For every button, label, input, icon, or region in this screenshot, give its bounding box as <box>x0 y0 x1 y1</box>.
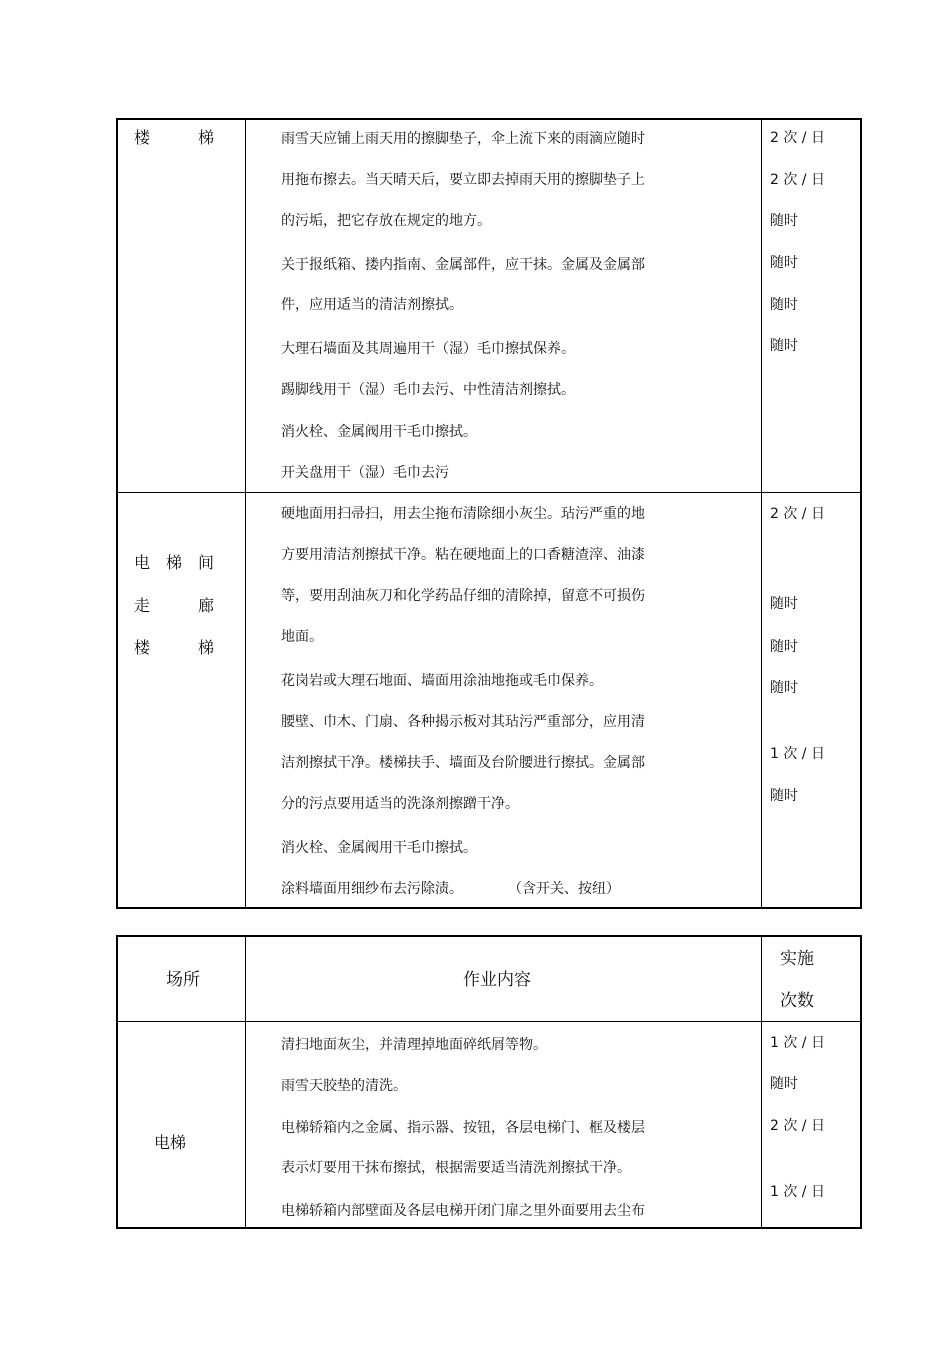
frequency-value: 随时 <box>770 788 798 804</box>
frequency-value: 随时 <box>770 255 798 271</box>
content-line: 消火栓、金属阀用干毛巾擦拭。 <box>281 424 477 440</box>
content-line: 腰壁、巾木、门扇、各种揭示板对其玷污严重部分，应用清 <box>281 714 645 730</box>
column-divider <box>761 120 762 907</box>
place-char: 间 <box>198 553 215 572</box>
content-line: 清扫地面灰尘，并清理掉地面碎纸屑等物。 <box>281 1037 547 1053</box>
content-line: 的污垢，把它存放在规定的地方。 <box>281 213 491 229</box>
place-char: 梯 <box>198 128 215 147</box>
content-line: 件，应用适当的清洁剂擦拭。 <box>281 297 463 313</box>
content-line: 用拖布擦去。当天晴天后，要立即去掉雨天用的擦脚垫子上 <box>281 172 645 188</box>
place-char: 电 <box>134 553 151 572</box>
content-line: 花岗岩或大理石地面、墙面用涂油地拖或毛巾保养。 <box>281 673 603 689</box>
header-divider <box>118 1021 860 1022</box>
header-frequency: 实施 <box>780 949 814 969</box>
place-char: 廊 <box>198 596 215 615</box>
content-line: 开关盘用干（湿）毛巾去污 <box>281 465 449 481</box>
column-divider <box>761 937 762 1227</box>
content-line: 踢脚线用干（湿）毛巾去污、中性清洁剂擦拭。 <box>281 382 575 398</box>
frequency-value: 随时 <box>770 639 798 655</box>
frequency-value: 1 次 / 日 <box>770 746 825 762</box>
frequency-value: 1 次 / 日 <box>770 1035 825 1051</box>
column-divider <box>245 937 246 1227</box>
frequency-value: 1 次 / 日 <box>770 1184 825 1200</box>
content-line: （含开关、按纽） <box>508 881 620 897</box>
frequency-value: 2 次 / 日 <box>770 1118 825 1134</box>
content-line: 消火栓、金属阀用干毛巾擦拭。 <box>281 840 477 856</box>
place-char: 梯 <box>166 553 183 572</box>
place-char: 楼 <box>134 638 151 657</box>
place-char: 楼 <box>134 128 151 147</box>
content-line: 涂料墙面用细纱布去污除渍。 <box>281 881 463 897</box>
content-line: 雨雪天胶垫的清洗。 <box>281 1078 407 1094</box>
frequency-value: 随时 <box>770 213 798 229</box>
frequency-value: 随时 <box>770 297 798 313</box>
content-line: 电梯轿箱内之金属、指示器、按钮，各层电梯门、框及楼层 <box>281 1120 645 1136</box>
column-divider <box>245 120 246 907</box>
frequency-value: 2 次 / 日 <box>770 130 825 146</box>
frequency-value: 随时 <box>770 680 798 696</box>
frequency-value: 随时 <box>770 596 798 612</box>
content-line: 地面。 <box>281 629 323 645</box>
place-char: 梯 <box>198 638 215 657</box>
content-line: 洁剂擦拭干净。楼梯扶手、墙面及台阶腰进行擦拭。金属部 <box>281 755 645 771</box>
content-line: 关于报纸箱、搂内指南、金属部件，应干抹。金属及金属部 <box>281 257 645 273</box>
content-line: 大理石墙面及其周遍用干（湿）毛巾擦拭保养。 <box>281 341 575 357</box>
frequency-value: 随时 <box>770 338 798 354</box>
content-line: 表示灯要用干抹布擦拭，根据需要适当清洗剂擦拭干净。 <box>281 1160 631 1176</box>
header-frequency: 次数 <box>780 991 814 1011</box>
frequency-value: 2 次 / 日 <box>770 172 825 188</box>
header-content: 作业内容 <box>463 970 531 990</box>
header-place: 场所 <box>166 970 200 990</box>
place-label: 电梯 <box>154 1133 187 1152</box>
place-char: 走 <box>134 596 151 615</box>
content-line: 方要用清洁剂擦拭干净。粘在硬地面上的口香糖渣滓、油漆 <box>281 547 645 563</box>
content-line: 雨雪天应铺上雨天用的擦脚垫子，伞上流下来的雨滴应随时 <box>281 131 645 147</box>
frequency-value: 2 次 / 日 <box>770 506 825 522</box>
row-divider <box>118 492 860 493</box>
frequency-value: 随时 <box>770 1076 798 1092</box>
content-line: 等，要用刮油灰刀和化学药品仔细的清除掉，留意不可损伤 <box>281 588 645 604</box>
content-line: 分的污点要用适当的洗涤剂擦蹭干净。 <box>281 796 519 812</box>
content-line: 电梯轿箱内部壁面及各层电梯开闭门扉之里外面要用去尘布 <box>281 1203 645 1219</box>
content-line: 硬地面用扫帚扫，用去尘拖布清除细小灰尘。玷污严重的地 <box>281 506 645 522</box>
